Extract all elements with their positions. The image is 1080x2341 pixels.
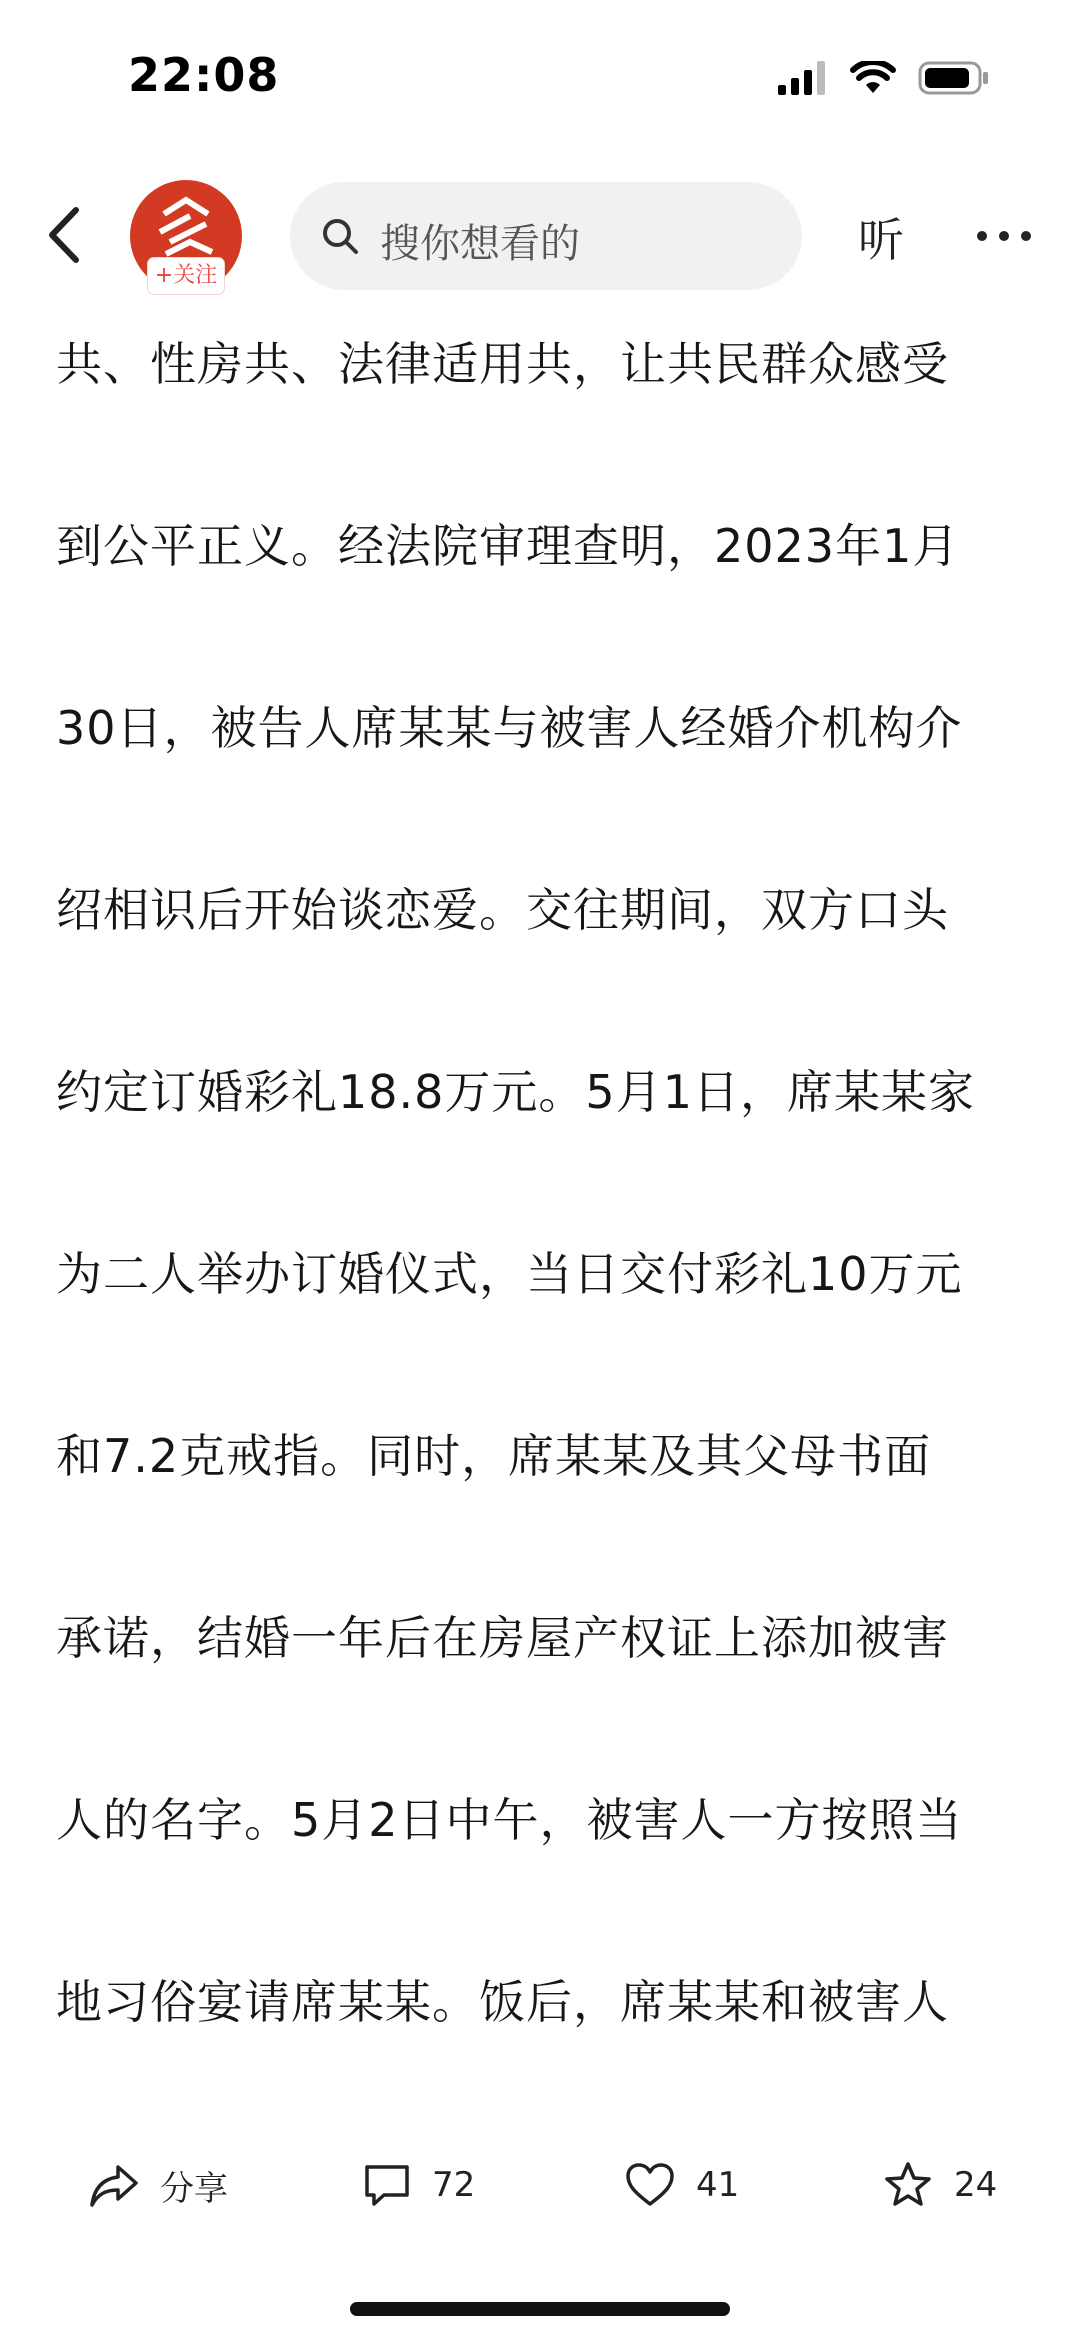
article-line: 地习俗宴请席某某。饭后，席某某和被害人	[56, 1975, 949, 2029]
bottom-action-bar	[0, 2140, 1080, 2230]
search-input[interactable]	[290, 182, 802, 290]
listen-button[interactable]: 听	[858, 213, 904, 267]
article-line: 30日，被告人席某某与被害人经婚介机构介	[56, 701, 963, 755]
heart-icon	[624, 2161, 676, 2209]
article-line: 到公平正义。经法院审理查明，2023年1月	[56, 519, 960, 573]
back-button[interactable]	[38, 200, 94, 270]
follow-button[interactable]: +关注	[148, 258, 224, 294]
search-icon	[320, 216, 360, 256]
status-icons	[778, 60, 990, 100]
comment-button[interactable]	[362, 2150, 475, 2220]
favorite-button[interactable]	[882, 2150, 997, 2220]
share-label: 分享	[160, 2168, 228, 2209]
article-text	[56, 290, 1036, 2125]
favorite-count: 24	[954, 2165, 998, 2205]
share-icon	[88, 2161, 140, 2209]
article-line: 绍相识后开始谈恋爱。交往期间，双方口头	[56, 883, 949, 937]
top-nav	[0, 170, 1080, 300]
article-line: 人的名字。5月2日中午，被害人一方按照当	[56, 1793, 963, 1847]
home-indicator[interactable]	[350, 2302, 730, 2316]
article-line: 共、性房共、法律适用共，让共民群众感受	[56, 337, 949, 391]
article-body	[0, 290, 1080, 2125]
chevron-left-icon	[38, 200, 94, 270]
search-placeholder: 搜你想看的	[380, 221, 580, 267]
battery-icon	[918, 60, 990, 100]
wifi-icon	[850, 61, 896, 99]
article-line: 承诺，结婚一年后在房屋产权证上添加被害	[56, 1611, 949, 1665]
more-button[interactable]	[974, 228, 1034, 244]
article-line: 约定订婚彩礼18.8万元。5月1日，席某某家	[56, 1065, 975, 1119]
star-icon	[882, 2160, 934, 2210]
like-button[interactable]	[624, 2150, 739, 2220]
more-icon	[974, 228, 1034, 244]
author-avatar-group[interactable]	[130, 180, 242, 298]
article-line: 和7.2克戒指。同时，席某某及其父母书面	[56, 1429, 932, 1483]
status-bar	[0, 0, 1080, 160]
comment-count: 72	[432, 2165, 476, 2205]
signal-icon	[778, 61, 828, 99]
comment-icon	[362, 2161, 412, 2209]
like-count: 41	[696, 2165, 740, 2205]
share-button[interactable]	[88, 2150, 228, 2220]
status-time: 22:08	[128, 48, 280, 102]
article-line: 为二人举办订婚仪式，当日交付彩礼10万元	[56, 1247, 963, 1301]
